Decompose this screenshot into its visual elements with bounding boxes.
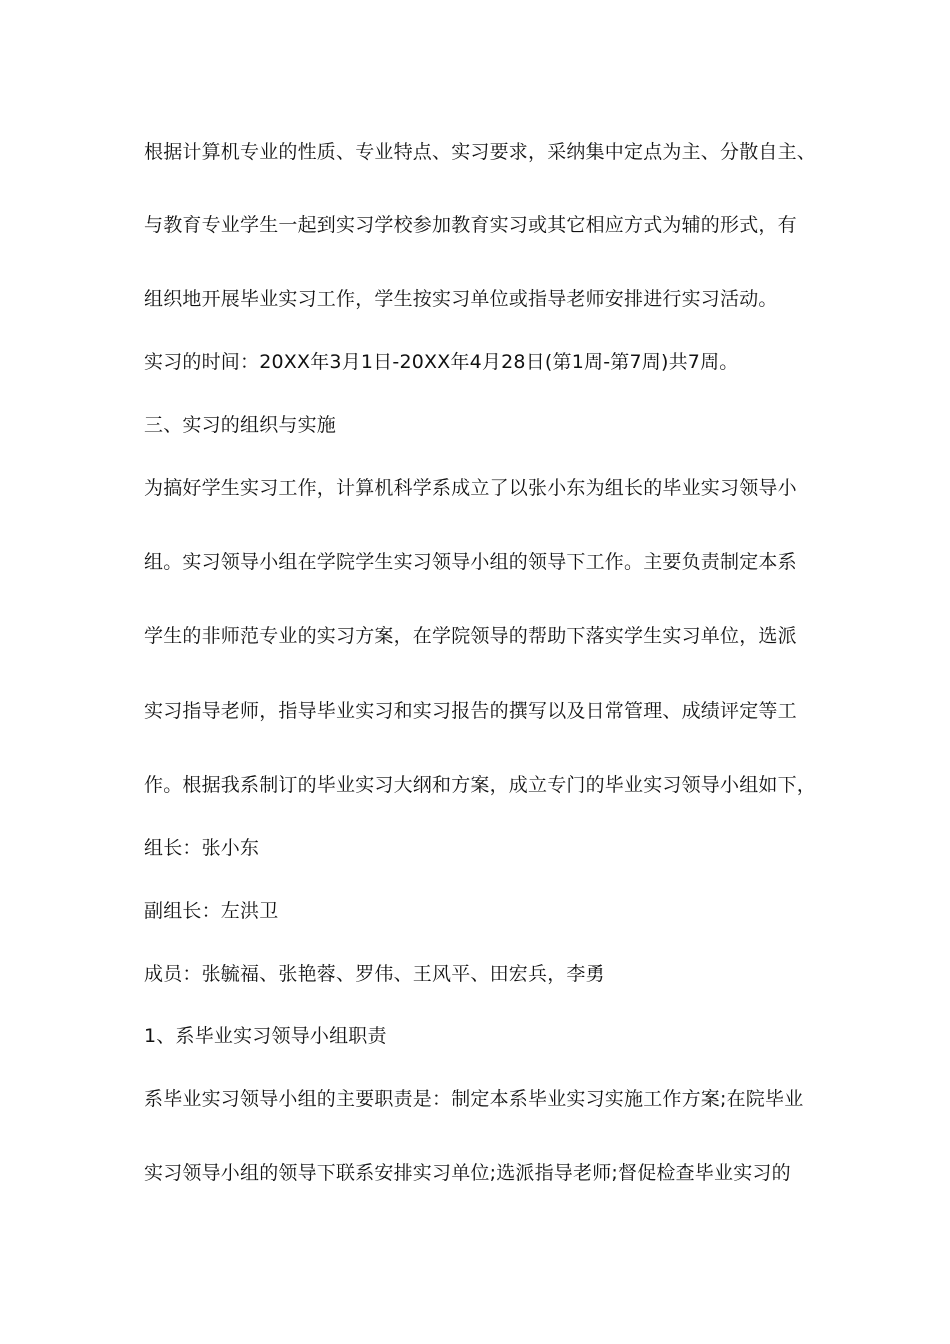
text-line: 作。根据我系制订的毕业实习大纲和方案，成立专门的毕业实习领导小组如下， — [144, 774, 817, 796]
text-line: 根据计算机专业的性质、专业特点、实习要求，采纳集中定点为主、分散自主、 — [144, 141, 817, 163]
text-line: 实习指导老师，指导毕业实习和实习报告的撰写以及日常管理、成绩评定等工 — [144, 700, 797, 722]
text-line: 组。实习领导小组在学院学生实习领导小组的领导下工作。主要负责制定本系 — [144, 551, 797, 573]
deputy-leader-line: 副组长：左洪卫 — [144, 900, 279, 922]
members-line: 成员：张毓福、张艳蓉、罗伟、王风平、田宏兵，李勇 — [144, 963, 605, 985]
text-line: 实习的时间：20XX年3月1日-20XX年4月28日(第1周-第7周)共7周。 — [144, 351, 739, 373]
text-line: 组织地开展毕业实习工作，学生按实习单位或指导老师安排进行实习活动。 — [144, 288, 778, 310]
leader-line: 组长：张小东 — [144, 837, 260, 859]
text-line: 与教育专业学生一起到实习学校参加教育实习或其它相应方式为辅的形式，有 — [144, 214, 797, 236]
text-line: 学生的非师范专业的实习方案，在学院领导的帮助下落实学生实习单位，选派 — [144, 625, 797, 647]
text-line: 实习领导小组的领导下联系安排实习单位;选派指导老师;督促检查毕业实习的 — [144, 1162, 791, 1184]
section-heading: 三、实习的组织与实施 — [144, 414, 337, 436]
text-line: 为搞好学生实习工作，计算机科学系成立了以张小东为组长的毕业实习领导小 — [144, 477, 797, 499]
subsection-heading: 1、系毕业实习领导小组职责 — [144, 1025, 387, 1047]
text-line: 系毕业实习领导小组的主要职责是：制定本系毕业实习实施工作方案;在院毕业 — [144, 1088, 804, 1110]
